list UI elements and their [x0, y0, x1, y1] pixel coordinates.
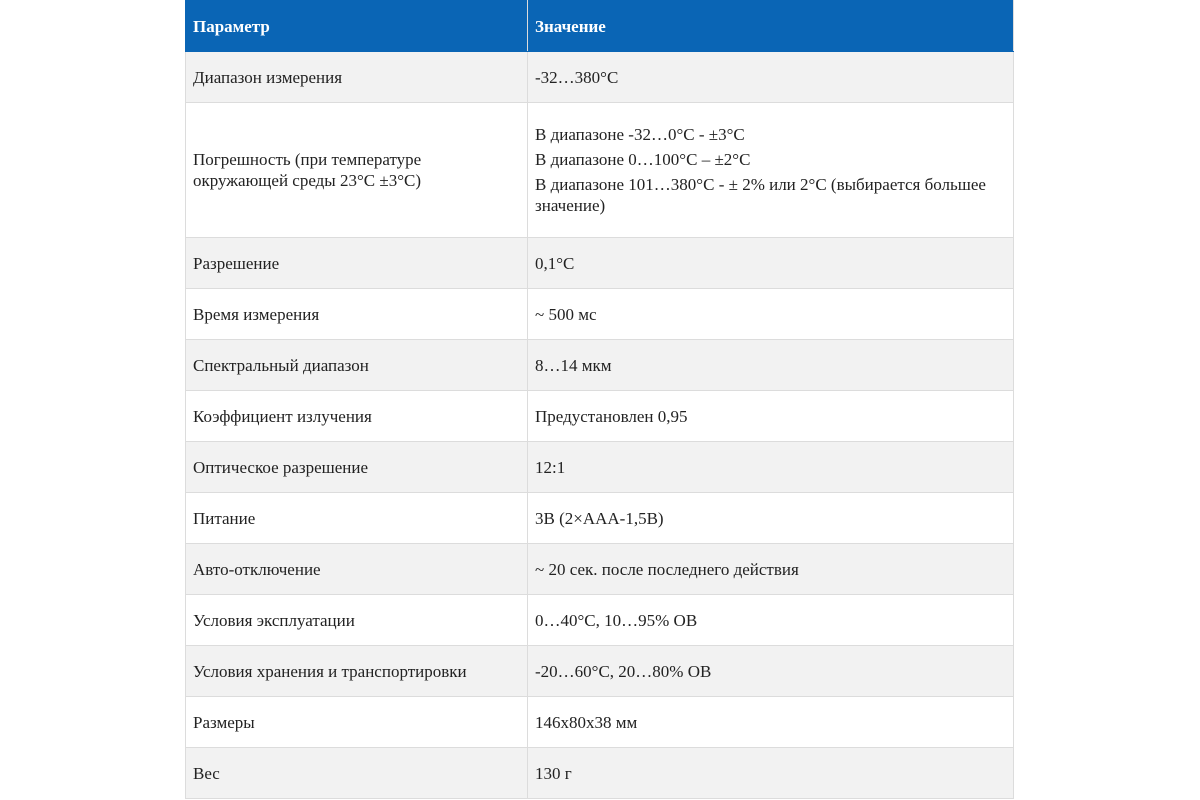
param-cell: Вес [186, 748, 528, 799]
value-line: В диапазоне 0…100°С – ±2°С [535, 150, 751, 169]
value-cell: 146х80х38 мм [528, 697, 1014, 748]
param-cell: Размеры [186, 697, 528, 748]
param-cell: Погрешность (при температуре окружающей среды 23°С ±3°С) [186, 103, 528, 238]
table-row [186, 238, 1014, 289]
param-cell: Спектральный диапазон [186, 340, 528, 391]
param-cell: Авто-отключение [186, 544, 528, 595]
header-value: Значение [528, 1, 1014, 52]
param-cell: Условия эксплуатации [186, 595, 528, 646]
table-row [186, 544, 1014, 595]
table-header [186, 1, 1014, 52]
table-body [186, 52, 1014, 799]
table-row [186, 442, 1014, 493]
param-cell: Время измерения [186, 289, 528, 340]
table-row [186, 493, 1014, 544]
param-cell: Диапазон измерения [186, 52, 528, 103]
value-cell: 0,1°С [528, 238, 1014, 289]
table-row [186, 697, 1014, 748]
value-cell: 12:1 [528, 442, 1014, 493]
value-cell: Предустановлен 0,95 [528, 391, 1014, 442]
value-line: В диапазоне 101…380°С - ± 2% или 2°С (выбирается большее значение) [535, 175, 986, 215]
table-row [186, 646, 1014, 697]
param-cell: Условия хранения и транспортировки [186, 646, 528, 697]
value-cell: 0…40°С, 10…95% ОВ [528, 595, 1014, 646]
value-cell: -20…60°С, 20…80% ОВ [528, 646, 1014, 697]
value-cell: -32…380°С [528, 52, 1014, 103]
table-row [186, 103, 1014, 238]
value-cell [528, 103, 1014, 238]
table-row [186, 340, 1014, 391]
value-cell: ~ 20 сек. после последнего действия [528, 544, 1014, 595]
header-row [186, 1, 1014, 52]
table-row [186, 289, 1014, 340]
value-cell: 3В (2×AAA-1,5В) [528, 493, 1014, 544]
table-row [186, 52, 1014, 103]
param-cell: Коэффициент излучения [186, 391, 528, 442]
value-cell: 130 г [528, 748, 1014, 799]
param-cell: Питание [186, 493, 528, 544]
spec-table [185, 0, 1014, 799]
table-row [186, 391, 1014, 442]
table-row [186, 595, 1014, 646]
value-cell: ~ 500 мс [528, 289, 1014, 340]
value-cell: 8…14 мкм [528, 340, 1014, 391]
param-cell: Разрешение [186, 238, 528, 289]
header-param: Параметр [186, 1, 528, 52]
value-line: В диапазоне -32…0°С - ±3°С [535, 125, 745, 144]
param-cell: Оптическое разрешение [186, 442, 528, 493]
table-row [186, 748, 1014, 799]
